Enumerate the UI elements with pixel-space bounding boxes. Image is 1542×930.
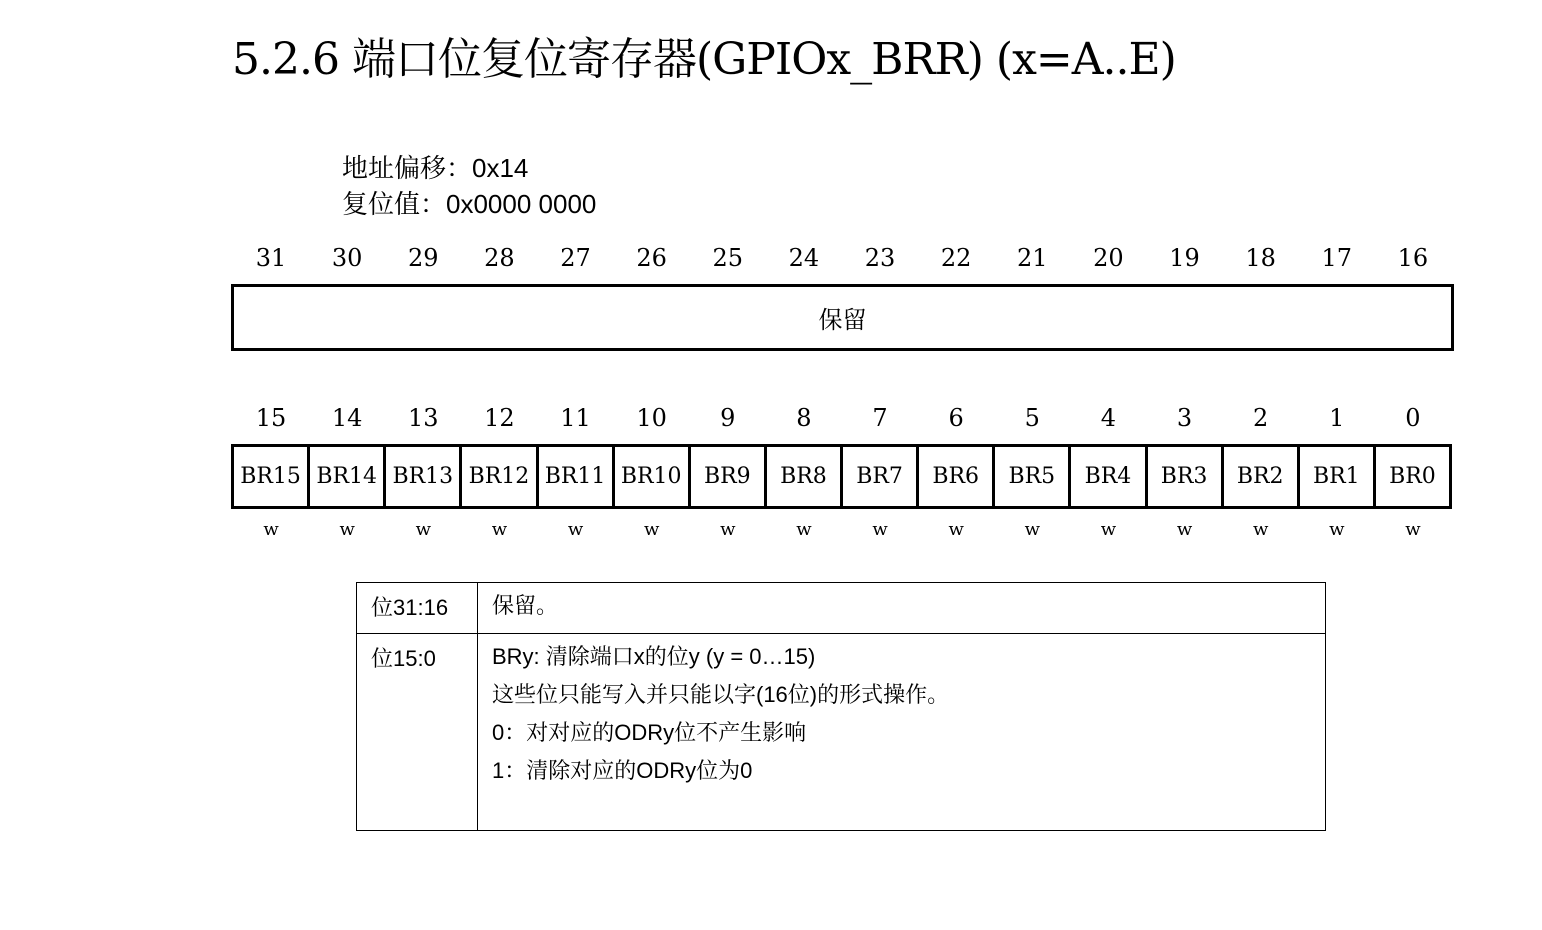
description-line: BRy: 清除端口x的位y (y = 0…15) bbox=[492, 644, 816, 669]
bit-number: 8 bbox=[796, 404, 812, 432]
bit-number: 4 bbox=[1100, 404, 1117, 432]
description-line: 1：清除对应的ODRy位为0 bbox=[492, 758, 753, 783]
access-type: w bbox=[1176, 519, 1193, 540]
bit-field: BR7 bbox=[840, 447, 916, 506]
bit-number: 21 bbox=[1017, 244, 1048, 272]
description-line: 这些位只能写入并只能以字(16位)的形式操作。 bbox=[492, 682, 950, 707]
bit-field: BR6 bbox=[916, 447, 992, 506]
access-type: w bbox=[415, 519, 432, 540]
bits-cell: 位31:16 bbox=[357, 583, 478, 634]
bit-number: 3 bbox=[1176, 404, 1193, 432]
description-line: 保留。 bbox=[492, 593, 559, 618]
access-type: w bbox=[339, 519, 355, 540]
access-type: w bbox=[1100, 519, 1117, 540]
description-cell bbox=[478, 583, 1326, 634]
access-type: w bbox=[720, 519, 736, 540]
bit-field: BR10 bbox=[612, 447, 688, 506]
access-type-row bbox=[233, 518, 1451, 542]
description-line: 0：对对应的ODRy位不产生影响 bbox=[492, 720, 807, 745]
bit-number: 31 bbox=[255, 244, 287, 272]
bit-field: BR12 bbox=[459, 447, 535, 506]
bit-field: BR2 bbox=[1221, 447, 1297, 506]
access-type: w bbox=[491, 519, 508, 540]
bit-number: 12 bbox=[484, 404, 515, 432]
low-bit-numbers bbox=[233, 403, 1451, 433]
access-type: w bbox=[263, 519, 279, 540]
access-type: w bbox=[1024, 519, 1041, 540]
bit-number: 13 bbox=[408, 404, 439, 432]
bit-number: 18 bbox=[1245, 244, 1276, 272]
bit-number: 27 bbox=[560, 244, 591, 272]
high-bit-numbers bbox=[233, 243, 1451, 273]
bit-number: 11 bbox=[560, 404, 591, 432]
register-meta bbox=[342, 150, 596, 222]
bit-number: 0 bbox=[1405, 404, 1421, 432]
access-type: w bbox=[1252, 519, 1269, 540]
access-type: w bbox=[872, 519, 888, 540]
section-title bbox=[232, 30, 1176, 90]
bit-field: BR5 bbox=[992, 447, 1068, 506]
access-type: w bbox=[1405, 519, 1421, 540]
section-title-text: 端口位复位寄存器(GPIOx_BRR) (x=A..E) bbox=[351, 34, 1176, 85]
access-type: w bbox=[948, 519, 964, 540]
bit-number: 30 bbox=[331, 244, 363, 272]
access-type: w bbox=[1329, 519, 1345, 540]
bit-field-row bbox=[231, 444, 1452, 509]
section-number: 5.2.6 bbox=[232, 34, 339, 85]
bit-field: BR11 bbox=[536, 447, 612, 506]
bit-field: BR13 bbox=[383, 447, 459, 506]
bit-number: 26 bbox=[636, 244, 667, 272]
access-type: w bbox=[643, 519, 660, 540]
bit-number: 28 bbox=[484, 244, 515, 272]
bit-number: 1 bbox=[1329, 404, 1345, 432]
bit-number: 14 bbox=[331, 404, 363, 432]
bit-description-table bbox=[356, 582, 1326, 831]
bit-number: 7 bbox=[872, 404, 888, 432]
table-row bbox=[357, 583, 1326, 634]
reset-value: 复位值：0x0000 0000 bbox=[342, 189, 597, 219]
bit-field: BR3 bbox=[1145, 447, 1221, 506]
bit-number: 15 bbox=[255, 404, 287, 432]
bit-field: BR1 bbox=[1297, 447, 1373, 506]
bit-number: 2 bbox=[1253, 404, 1269, 432]
bit-number: 6 bbox=[948, 404, 964, 432]
description-cell bbox=[478, 634, 1326, 831]
bit-field: BR8 bbox=[764, 447, 840, 506]
bit-number: 25 bbox=[712, 244, 744, 272]
bit-number: 22 bbox=[940, 244, 972, 272]
bit-number: 16 bbox=[1397, 244, 1429, 272]
bit-number: 24 bbox=[788, 244, 820, 272]
bits-cell: 位15:0 bbox=[357, 634, 478, 831]
bit-field: BR0 bbox=[1373, 447, 1449, 506]
table-row bbox=[357, 634, 1326, 831]
bit-number: 5 bbox=[1024, 404, 1040, 432]
bit-number: 20 bbox=[1093, 244, 1124, 272]
bit-field: BR9 bbox=[688, 447, 764, 506]
bit-number: 29 bbox=[408, 244, 439, 272]
reserved-field bbox=[231, 284, 1454, 351]
bit-number: 9 bbox=[720, 404, 736, 432]
bit-field: BR15 bbox=[240, 464, 301, 489]
access-type: w bbox=[567, 519, 584, 540]
bit-number: 23 bbox=[864, 244, 896, 272]
access-type: w bbox=[796, 519, 812, 540]
bit-field: BR14 bbox=[307, 447, 383, 506]
bit-number: 19 bbox=[1169, 244, 1200, 272]
address-offset: 地址偏移：0x14 bbox=[342, 153, 529, 183]
bit-number: 10 bbox=[636, 404, 667, 432]
bit-field: BR4 bbox=[1068, 447, 1144, 506]
reserved-label: 保留 bbox=[818, 306, 867, 334]
bit-number: 17 bbox=[1321, 244, 1353, 272]
